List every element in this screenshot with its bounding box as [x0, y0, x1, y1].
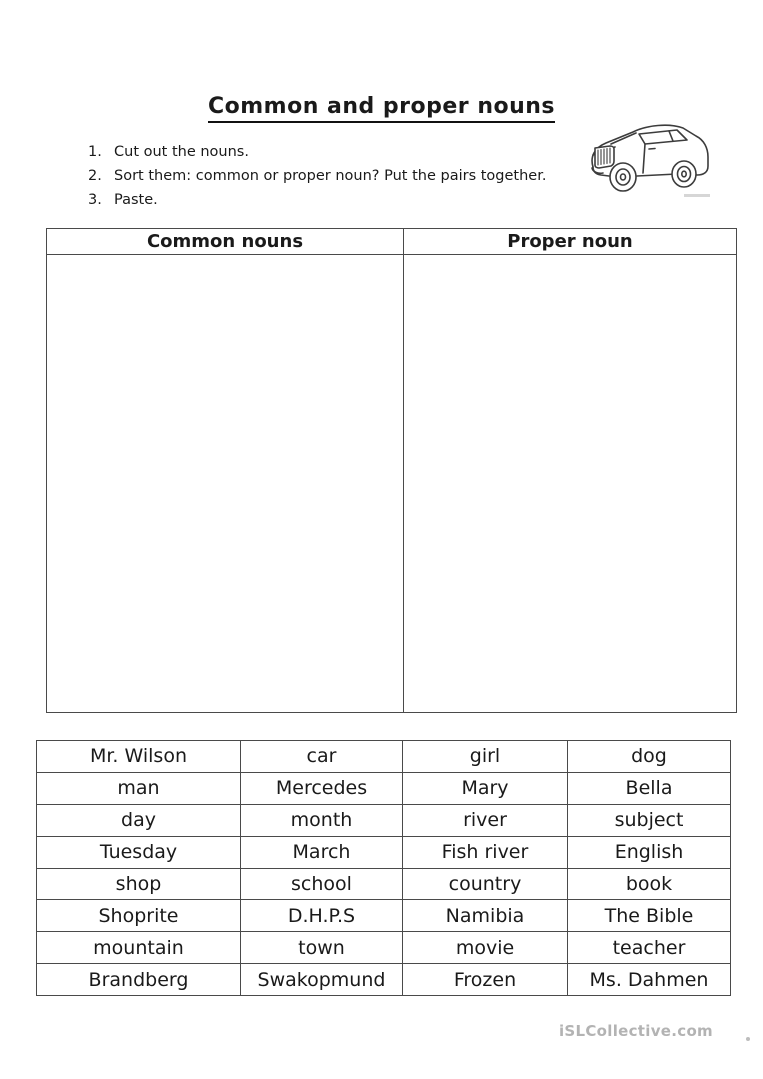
word-cell: mountain — [37, 932, 241, 964]
word-cell: March — [241, 836, 403, 868]
word-cell: Swakopmund — [241, 964, 403, 996]
word-cell: month — [241, 804, 403, 836]
table-row — [37, 868, 731, 900]
table-row — [37, 772, 731, 804]
instruction-number: 1. — [88, 144, 102, 160]
word-cell: town — [241, 932, 403, 964]
proper-noun-paste-area — [404, 255, 736, 712]
instruction-text: Paste. — [114, 192, 158, 208]
word-cell: book — [568, 868, 731, 900]
word-cell: Mercedes — [241, 772, 403, 804]
word-cell: man — [37, 772, 241, 804]
instruction-item — [88, 192, 568, 208]
word-cell: Fish river — [403, 836, 568, 868]
word-cell: Bella — [568, 772, 731, 804]
word-cell: shop — [37, 868, 241, 900]
word-cell: river — [403, 804, 568, 836]
table-row — [37, 836, 731, 868]
word-cell: Mary — [403, 772, 568, 804]
word-cell: country — [403, 868, 568, 900]
proper-noun-column — [404, 229, 736, 712]
word-cell: D.H.P.S — [241, 900, 403, 932]
word-cell: English — [568, 836, 731, 868]
common-nouns-header: Common nouns — [47, 229, 403, 255]
word-cell: school — [241, 868, 403, 900]
table-row — [37, 804, 731, 836]
instruction-item — [88, 168, 568, 184]
common-nouns-paste-area — [47, 255, 403, 712]
word-cell: day — [37, 804, 241, 836]
instruction-list — [88, 144, 568, 216]
instruction-text: Sort them: common or proper noun? Put the pairs together. — [114, 168, 547, 184]
word-cell: Namibia — [403, 900, 568, 932]
word-cell: Shoprite — [37, 900, 241, 932]
proper-noun-header: Proper noun — [404, 229, 736, 255]
table-row — [37, 932, 731, 964]
page-title: Common and proper nouns — [208, 94, 555, 123]
instruction-text: Cut out the nouns. — [114, 144, 249, 160]
car-credit-smudge — [684, 194, 710, 197]
word-cell: Mr. Wilson — [37, 741, 241, 773]
page-corner-dot — [746, 1037, 750, 1041]
table-row — [37, 900, 731, 932]
word-cell: The Bible — [568, 900, 731, 932]
word-cell: teacher — [568, 932, 731, 964]
word-cell: Brandberg — [37, 964, 241, 996]
word-cell: Frozen — [403, 964, 568, 996]
word-cell: car — [241, 741, 403, 773]
sorting-table — [46, 228, 737, 713]
instruction-number: 2. — [88, 168, 102, 184]
word-cell: Tuesday — [37, 836, 241, 868]
table-row — [37, 964, 731, 996]
common-nouns-column — [47, 229, 404, 712]
instruction-number: 3. — [88, 192, 102, 208]
islcollective-watermark: iSLCollective.com — [558, 1022, 713, 1040]
table-row — [37, 741, 731, 773]
word-cell: girl — [403, 741, 568, 773]
instruction-item — [88, 144, 568, 160]
car-icon — [581, 113, 717, 199]
word-cell: subject — [568, 804, 731, 836]
word-cell: Ms. Dahmen — [568, 964, 731, 996]
word-cell: movie — [403, 932, 568, 964]
word-table — [36, 740, 731, 996]
word-cell: dog — [568, 741, 731, 773]
